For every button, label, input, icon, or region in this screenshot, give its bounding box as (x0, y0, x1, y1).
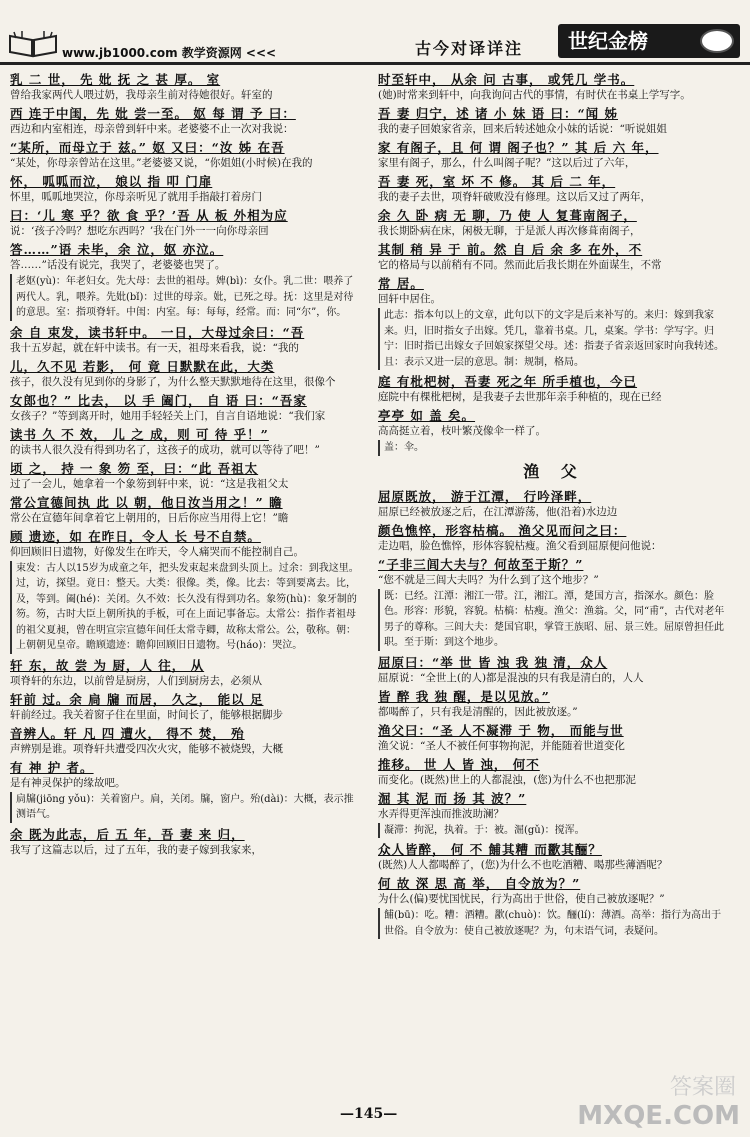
translation-line: 答……”话没有说完，我哭了，老婆婆也哭了。 (10, 259, 226, 271)
original-line: 余 既为此志，后 五 年，吾 妻 来 归， (10, 826, 245, 842)
page-number: —145— (340, 1106, 398, 1122)
translation-line: 声辨别是谁。项脊轩共遭受四次火灾，能够不被烧毁，大概 (10, 742, 283, 755)
translation-line: 女孩子？”等到离开时，她用手轻轻关上门，自言自语地说：“我们家 (10, 409, 326, 422)
translation-line: 项脊轩的东边，以前曾是厨房，人们到厨房去，必须从 (10, 674, 262, 687)
translation-line: 说：‘孩子冷吗？想吃东西吗？’我在门外一一向你母亲回 (10, 225, 269, 237)
translation-line: 它的格局与以前稍有不同。然而此后我长期在外面谋生，不常 (378, 259, 662, 271)
right-column (378, 68, 730, 941)
translation-line: 我的妻子去世，项脊轩破败没有修理。这以后又过了两年， (378, 191, 651, 203)
original-line: 女郎也？” 比去， 以 手 阖门， 自 语 曰：“吾家 (10, 392, 307, 408)
original-line: 顾 遗迹，如 在昨日，令人 长 号不自禁。 (10, 528, 261, 544)
original-line: 其制 稍 异 于 前。然 自 后 余 多 在外，不 (378, 242, 643, 257)
brand-banner (558, 24, 740, 58)
series-title: 古今对译详注 (415, 39, 524, 58)
original-line: 轩 东，故 尝 为 厨，人 往， 从 (10, 657, 205, 673)
translation-line: 西边和内室相连，母亲曾到轩中来。老婆婆不止一次对我说： (10, 123, 294, 135)
original-line: 吾 妻 死，室 坏 不 修。 其 后 二 年， (378, 174, 616, 189)
annotation-note: 束发：古人以15岁为成童之年，把头发束起来盘到头顶上。过余：到我这里。过，访，探望。竟日：整天。大类：很像。类，像。比去：等到要离去。比，及，等到。阖(hé)：关闭。久不效：长久没有得到功名。象笏(hù)：象牙制的笏。笏，古时大臣上朝所执的手板，可在上面记事备忘。太常公：指作者祖母的祖父夏昶，曾在明宣宗宣德年间任太常寺卿，故称太常公。公，敬称。朝：上朝朝见皇帝。瞻顾遗迹：瞻仰回顾旧日遗物。号(háo)：哭泣。 (10, 561, 362, 654)
original-line: 西 连于中闺，先 妣 尝一至。 妪 每 谓 予 曰： (10, 106, 296, 121)
translation-line: 家里有阁子，那么，什么叫阁子呢？”这以后过了六年， (378, 157, 636, 169)
original-line: 淈 其 泥 而 扬 其 波？” (378, 790, 527, 806)
original-line: 常 居。 (378, 276, 424, 291)
translation-line: 庭院中有棵枇杷树，是我妻子去世那年亲手种植的，现在已经 (378, 391, 662, 403)
original-line: 怀， 呱呱而泣， 娘以 指 叩 门扉 (10, 174, 213, 189)
original-line: 屈原既放， 游于江潭， 行吟泽畔， (378, 488, 592, 504)
translation-line: 轩前经过。我关着窗子住在里面，时间长了，能够根据脚步 (10, 708, 283, 721)
translation-line: 回轩中居住。 (378, 293, 441, 305)
original-line: 曰：‘儿 寒 乎？欲 食 乎？’吾 从 板 外相为应 (10, 208, 288, 223)
original-line: 渔父曰：“圣 人不凝滞 于 物， 而能与世 (378, 722, 624, 738)
translation-line: 都喝醉了，只有我是清醒的，因此被放逐。” (378, 705, 578, 718)
original-line: 时至轩中， 从余 问 古事， 或凭几 学书。 (378, 72, 635, 87)
translation-line: (既然)人人都喝醉了，(您)为什么不也吃酒糟、喝那些薄酒呢？ (378, 859, 668, 871)
original-line: 庭 有枇杷树，吾妻 死之年 所手植也，今已 (378, 374, 638, 389)
original-line: 众人皆醉， 何 不 餔其糟 而歠其酾？ (378, 842, 602, 857)
original-line: 屈原曰：“举 世 皆 浊 我 独 清，众人 (378, 654, 608, 670)
translation-line: 走边唱，脸色憔悴，形体容貌枯瘦。渔父看到屈原便问他说： (378, 539, 662, 552)
header-rule (0, 62, 750, 65)
translation-line: 我的妻子回娘家省亲，回来后转述她众小妹的话说：“听说姐姐 (378, 123, 667, 135)
translation-line: 渔父说：“圣人不被任何事物拘泥，并能随着世道变化 (378, 739, 625, 752)
original-line: 皆 醉 我 独 醒，是以见放。” (378, 688, 550, 704)
translation-line: 而变化。(既然)世上的人都混浊，(您)为什么不也把那泥 (378, 773, 636, 786)
translation-line: 仰回顾旧日遗物，好像发生在昨天，令人痛哭而不能控制自己。 (10, 545, 304, 558)
translation-line: (她)时常来到轩中，向我询问古代的事情，有时伏在书桌上学写字。 (378, 89, 691, 101)
annotation-note: 既：已经。江潭：湘江一带。江，湘江。潭，楚国方言，指深水。颜色：脸色。形容：形貌，容貌。枯槁：枯瘦。渔父：渔翁。父，同“甫”，古代对老年男子的尊称。三闾大夫：楚国官职，掌管王族昭、屈、景三姓。屈原曾担任此职。至于斯：到这个地步。 (378, 589, 730, 651)
translation-line: 常公在宣德年间拿着它上朝用的，日后你应当用得上它！”瞻 (10, 511, 289, 524)
translation-line: 我十五岁起，就在轩中读书。有一天，祖母来看我，说：“我的 (10, 341, 299, 354)
original-line: 吾 妻 归宁，述 诸 小 妹 语 曰：“闻 姊 (378, 106, 619, 121)
original-line: 儿，久不见 若影， 何 竟 日默默在此，大类 (10, 358, 275, 374)
annotation-note: 扃牖(jiōng yǒu)：关着窗户。扃，关闭。牖，窗户。殆(dài)：大概，表示推测语气。 (10, 792, 362, 823)
brand-logo-icon (700, 29, 734, 53)
original-line: 轩前 过。余 扃 牖 而居， 久之， 能以 足 (10, 691, 264, 707)
translation-line: 过了一会儿，她拿着一个象笏到轩中来，说：“这是我祖父太 (10, 477, 289, 490)
translation-line: “您不就是三闾大夫吗？为什么到了这个地步？” (378, 573, 599, 586)
translation-line: 高高挺立着，枝叶繁茂像伞一样了。 (378, 425, 546, 437)
translation-line: 屈原说：“全世上(的人)都是混浊的只有我是清白的，人人 (378, 671, 644, 684)
original-line: 常公宣德间执 此 以 朝，他日汝当用之！” 瞻 (10, 494, 283, 510)
annotation-note: 餔(bū)：吃。糟：酒糟。歠(chuò)：饮。酾(lí)：薄酒。高举：指行为高出于世俗。自令放为：使自己被放逐呢？为，句末语气词，表疑问。 (378, 908, 730, 939)
original-line: 余 自 束发，读书轩中。 一日，大母过余曰：“吾 (10, 324, 305, 340)
watermark-logo: MXQE.COM (577, 1101, 740, 1131)
translation-line: 为什么(偏)要忧国忧民，行为高出于世俗，使自己被放逐呢？” (378, 893, 665, 905)
translation-line: 我长期卧病在床，闲极无聊，于是派人再次修葺南阁子， (378, 225, 641, 237)
watermark-text: 答案圈 (669, 1075, 736, 1100)
brand-title: 世纪金榜 (568, 29, 648, 53)
translation-line: 我写了这篇志以后，过了五年，我的妻子嫁到我家来， (10, 843, 262, 856)
original-line: 答……”语 未毕，余 泣，妪 亦泣。 (10, 242, 224, 257)
translation-line: 水弄得更浑浊而推波助澜？ (378, 807, 504, 820)
translation-line: 屈原已经被放逐之后，在江潭游荡，他(沿着)水边边 (378, 505, 618, 518)
original-line: 余 久 卧 病 无 聊，乃 使 人 复葺南阁子， (378, 208, 637, 223)
original-line: 推移。 世 人 皆 浊， 何不 (378, 756, 540, 772)
site-url: www.jb1000.com 教学资源网 <<< (62, 46, 277, 60)
annotation-note: 老妪(yù)：年老妇女。先大母：去世的祖母。婢(bì)：女仆。乳二世：喂养了两代人。乳，喂养。先妣(bǐ)：过世的母亲。妣，已死之母。抚：这里是对待的意思。室：指项脊轩。中闺：内室。每：每每，经常。而：同“尔”，你。 (10, 274, 362, 321)
translation-line: “某处，你母亲曾站在这里。”老婆婆又说，“你姐姐(小时候)在我的 (10, 157, 313, 169)
original-line: 顷 之， 持 一 象 笏 至，曰：“此 吾祖太 (10, 460, 259, 476)
annotation-note: 凝滞：拘泥，执着。于：被。淈(gǔ)：搅浑。 (378, 823, 730, 839)
original-line: 音辨人。轩 凡 四 遭火， 得不 焚， 殆 (10, 725, 245, 741)
annotation-note: 盖：伞。 (378, 440, 730, 456)
original-line: 乳 二 世， 先 妣 抚 之 甚 厚。 室 (10, 72, 221, 87)
original-line: “子非三闾大夫与？何故至于斯？” (378, 556, 584, 572)
translation-line: 孩子，很久没有见到你的身影了，为什么整天默默地待在这里，很像个 (10, 375, 336, 388)
translation-line: 是有神灵保护的缘故吧。 (10, 776, 126, 789)
original-line: 家 有阁子，且 何 谓 阁子也？” 其 后 六 年， (378, 140, 659, 155)
left-column (10, 68, 362, 858)
original-line: 有 神 护 者。 (10, 759, 94, 775)
original-line: “某所，而母立于 兹。” 妪 又曰：“汝 姊 在吾 (10, 140, 285, 155)
translation-line: 曾给我家两代人喂过奶，我母亲生前对待她很好。轩室的 (10, 89, 273, 101)
page-header (0, 0, 750, 62)
annotation-note: 此志：指本句以上的文章，此句以下的文字是后来补写的。来归：嫁到我家来。归，旧时指女子出嫁。凭几，靠着书桌。几，桌案。学书：学写字。归宁：旧时指已出嫁女子回娘家探望父母。述：指妻子省亲返回家时向我转述。且：表示又进一层的意思。制：规制，格局。 (378, 308, 730, 370)
section-title: 渔 父 (523, 461, 585, 481)
translation-line: 怀里，呱呱地哭泣，你母亲听见了就用手指敲打着房门 (10, 191, 262, 203)
original-line: 亭亭 如 盖 矣。 (378, 408, 476, 423)
original-line: 何 故 深 思 高 举， 自令放为？” (378, 876, 581, 891)
translation-line: 的读书人很久没有得到功名了，这孩子的成功，就可以等待了吧！” (10, 443, 320, 456)
original-line: 读书 久 不 效， 儿 之 成，则 可 待 乎！” (10, 426, 269, 442)
original-line: 颜色憔悴，形容枯槁。 渔父见而问之曰： (378, 522, 627, 538)
open-book-icon (8, 30, 58, 58)
